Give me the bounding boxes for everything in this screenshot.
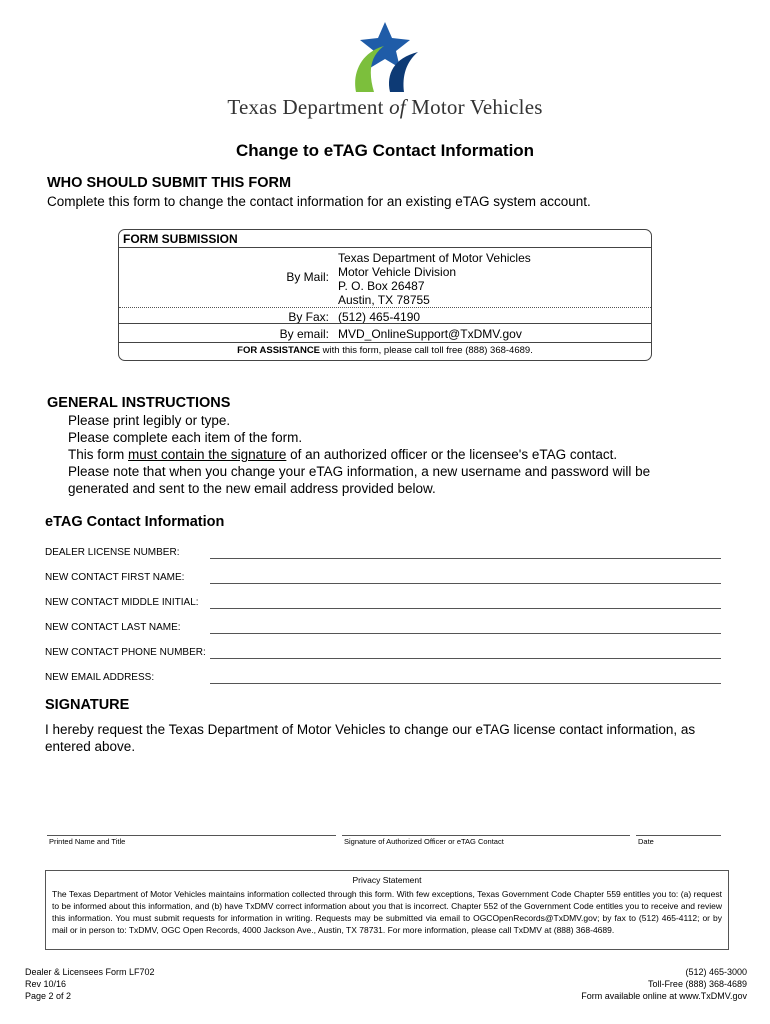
txdmv-star-logo <box>340 20 430 95</box>
submission-heading: FORM SUBMISSION <box>123 232 238 246</box>
mail-label: By Mail: <box>286 270 329 284</box>
divider <box>119 323 651 324</box>
date-label: Date <box>638 837 654 846</box>
privacy-statement <box>45 870 729 950</box>
footer-phone: (512) 465-3000 <box>685 967 747 977</box>
form-submission-box <box>118 229 652 361</box>
footer-online[interactable]: Form available online at www.TxDMV.gov <box>581 991 747 1001</box>
printed-name-label: Printed Name and Title <box>49 837 126 846</box>
fax-label: By Fax: <box>288 310 329 324</box>
signature-text: I hereby request the Texas Department of Motor Vehicles to change our eTAG license contact information, as <box>45 722 696 737</box>
dealer-license-field[interactable] <box>210 558 721 559</box>
mail-address: Texas Department of Motor Vehicles Motor Vehicle Division P. O. Box 26487 Austin, TX 78755 <box>338 251 531 307</box>
revision: Rev 10/16 <box>25 979 67 989</box>
signature-label: Signature of Authorized Officer or eTAG Contact <box>344 837 504 846</box>
who-text: Complete this form to change the contact information for an existing eTAG system account. <box>47 194 591 209</box>
fax-value: (512) 465-4190 <box>338 310 421 324</box>
signature-heading: SIGNATURE <box>45 697 130 713</box>
who-heading: WHO SHOULD SUBMIT THIS FORM <box>47 175 292 191</box>
form-title: Change to eTAG Contact Information <box>235 141 535 160</box>
signature-line[interactable] <box>342 835 630 836</box>
instruction-line: This form must contain the signature of an authorized officer or the licensee's eTAG contact. <box>68 447 618 462</box>
last-name-label: NEW CONTACT LAST NAME: <box>45 622 181 633</box>
form-name: Dealer & Licensees Form LF702 <box>25 967 155 977</box>
divider <box>119 342 651 343</box>
divider <box>119 247 651 248</box>
form-identifier <box>25 966 155 1002</box>
first-name-label: NEW CONTACT FIRST NAME: <box>45 572 185 583</box>
instruction-line: Please print legibly or type. <box>68 413 231 428</box>
email-address-label: NEW EMAIL ADDRESS: <box>45 672 155 683</box>
email-value[interactable]: MVD_OnlineSupport@TxDMV.gov <box>338 327 522 341</box>
instruction-line: Please note that when you change your eTAG information, a new username and password will be <box>68 464 651 479</box>
phone-label: NEW CONTACT PHONE NUMBER: <box>45 647 206 658</box>
contact-heading: eTAG Contact Information <box>45 514 225 530</box>
phone-field[interactable] <box>210 658 721 659</box>
agency-name: Texas Department of Motor Vehicles <box>227 95 543 119</box>
assistance-text: FOR ASSISTANCE with this form, please call toll free (888) 368-4689. <box>237 345 533 356</box>
first-name-field[interactable] <box>210 583 721 584</box>
privacy-title: Privacy Statement <box>352 875 422 885</box>
signature-text: entered above. <box>45 739 136 754</box>
footer-toll-free: Toll-Free (888) 368-4689 <box>647 979 747 989</box>
divider <box>119 307 651 308</box>
middle-initial-field[interactable] <box>210 608 721 609</box>
instruction-line: generated and sent to the new email address provided below. <box>68 481 436 496</box>
email-address-field[interactable] <box>210 683 721 684</box>
instruction-line: Please complete each item of the form. <box>68 430 303 445</box>
general-heading: GENERAL INSTRUCTIONS <box>47 395 231 411</box>
last-name-field[interactable] <box>210 633 721 634</box>
privacy-body: The Texas Department of Motor Vehicles maintains information collected through this form. With few exceptions, Texas Government Code Chapter 559 entitles you to: (a) request to be informed about this information, and (b) have TxDMV correct information about you that is incorrect. Chapter 552 of the Government Code entitles you to receive and review this information. You must submit requests for information in writing. Requests may be submitted via email to OGCOpenRecords@TxDMV.gov; by fax to (512) 465-4112; or by mail or in person to: TxDMV, OGC Open Records, 4000 Jackson Ave., Austin, TX 78731. For more information, please call TxDMV at (888) 368-4689. <box>52 889 722 935</box>
dealer-license-label: DEALER LICENSE NUMBER: <box>45 547 180 558</box>
page-number: Page 2 of 2 <box>25 991 72 1001</box>
printed-name-line[interactable] <box>47 835 336 836</box>
contact-footer <box>581 966 747 1002</box>
middle-initial-label: NEW CONTACT MIDDLE INITIAL: <box>45 597 199 608</box>
email-label: By email: <box>279 327 329 341</box>
date-line[interactable] <box>636 835 721 836</box>
